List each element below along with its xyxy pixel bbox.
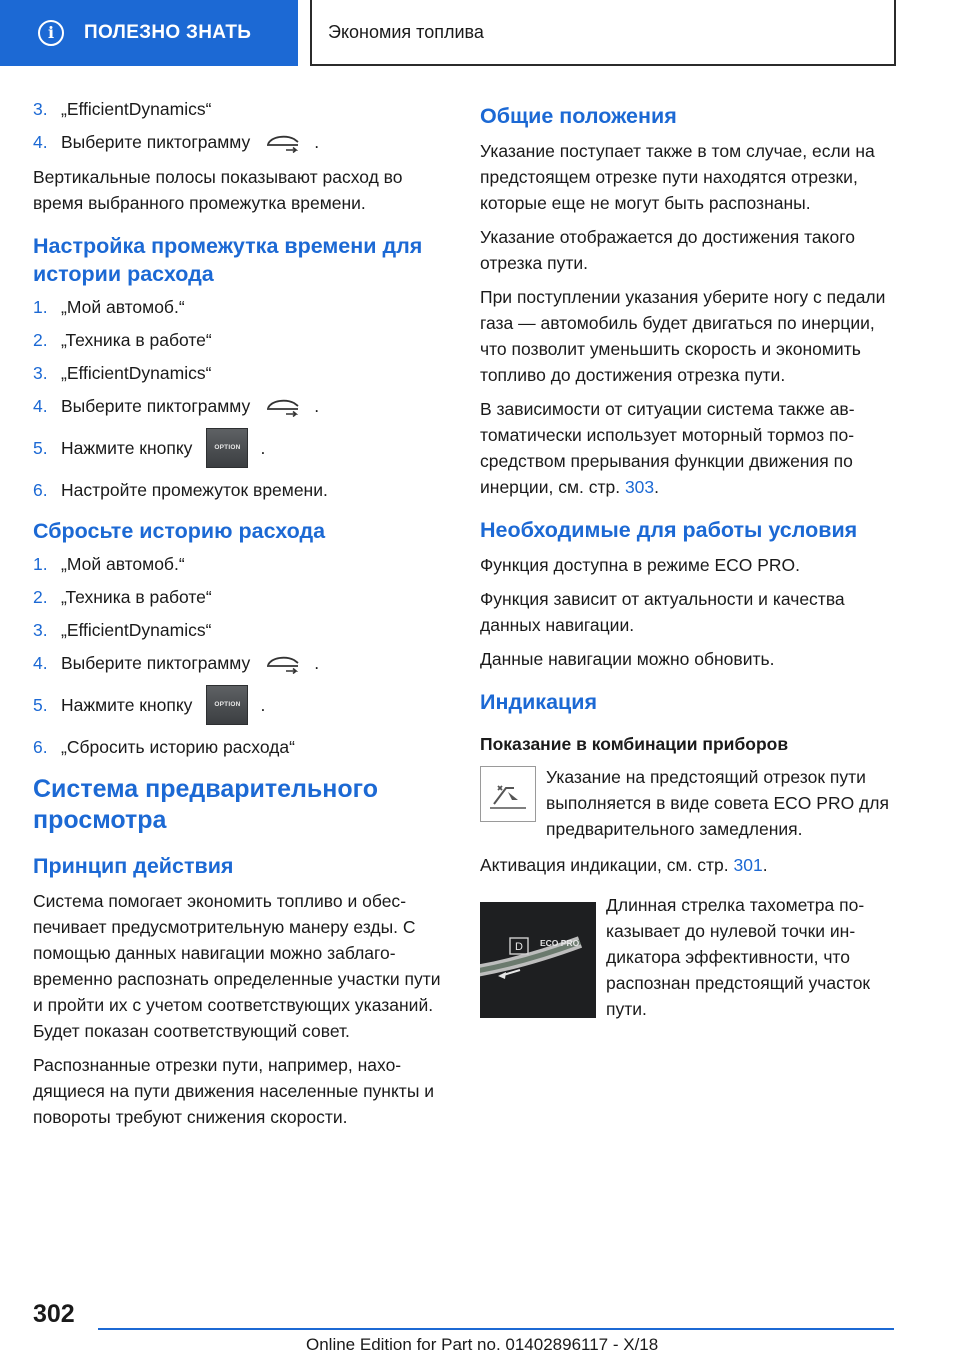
general-paragraph-2: Указание отображается до достижения такого отрезка пути. xyxy=(480,227,855,273)
eco-tip-text: Указание на предстоящий отрезок пути выполняется в виде совета ECO PRO для предварительного замедления. xyxy=(546,767,889,839)
header-tab-label: ПОЛЕЗНО ЗНАТЬ xyxy=(84,22,252,43)
list-text: Нажмите кнопку xyxy=(61,438,193,458)
gear-label: D xyxy=(515,941,523,953)
list-text: „Сбросить историю расхода“ xyxy=(61,737,295,757)
principle-paragraph-1: Система помогает экономить топливо и обеспечивает предусмотрительную манеру езды. С помощью данных навигации можно заблаговременно распознать определенные участки пути и пройти их с учетом соответствующих указаний. Будет показан соответствующий совет. xyxy=(33,891,441,1041)
list-text: Настройте промежуток времени. xyxy=(61,480,328,500)
paragraph-end: . xyxy=(654,477,660,497)
chapter-heading: Система предварительного просмотра xyxy=(33,775,379,834)
tachometer-image xyxy=(480,902,596,1018)
list-number: 4. xyxy=(33,132,48,152)
intro-paragraph: Вертикальные полосы показывают расход во время выбранного промежутка времени. xyxy=(33,167,403,213)
efficiency-car-icon xyxy=(264,395,304,417)
paragraph-text: В зависимости от ситуации система также автоматически использует моторный тормоз посредством прерывания функции движения по инерции, см. стр. xyxy=(480,399,855,497)
list-item xyxy=(33,479,453,501)
intro-list xyxy=(33,98,453,153)
list-text: „Техника в работе“ xyxy=(61,587,212,607)
conditions-paragraph-1: Функция доступна в режиме ECO PRO. xyxy=(480,555,801,575)
paragraph-end: . xyxy=(762,855,768,875)
heading-general: Общие положения xyxy=(480,104,677,128)
efficiency-car-icon xyxy=(264,131,304,153)
list-text: „EfficientDynamics“ xyxy=(61,620,212,640)
list-number: 5. xyxy=(33,438,48,458)
list-number: 3. xyxy=(33,99,48,119)
heading-principle: Принцип действия xyxy=(33,854,234,878)
list-text: Выберите пиктограмму xyxy=(61,653,251,673)
page-link-301[interactable]: 301 xyxy=(733,855,763,875)
list-number: 3. xyxy=(33,363,48,383)
list-text: Выберите пиктограмму xyxy=(61,132,251,152)
header-section-tab xyxy=(0,0,298,66)
list-item xyxy=(33,619,453,641)
list-number: 3. xyxy=(33,620,48,640)
list-text: „EfficientDynamics“ xyxy=(61,99,212,119)
conditions-paragraph-3: Данные навигации можно обновить. xyxy=(480,649,775,669)
list-item xyxy=(33,428,453,468)
reset-history-steps xyxy=(33,553,453,758)
paragraph-text: Активация индикации, см. стр. xyxy=(480,855,734,875)
list-item xyxy=(33,586,453,608)
list-item xyxy=(33,296,453,318)
list-suffix: . xyxy=(314,653,320,673)
list-item xyxy=(33,685,453,725)
list-item xyxy=(33,736,453,758)
list-number: 2. xyxy=(33,587,48,607)
list-text: „Техника в работе“ xyxy=(61,330,212,350)
tachometer-text: Длинная стрелка тахометра показывает до нулевой точки индикатора эффективности, что распознан предстоящий участок пути. xyxy=(606,895,871,1019)
time-range-steps xyxy=(33,296,453,501)
conditions-paragraph-2: Функция зависит от актуальности и качества данных навигации. xyxy=(480,589,845,635)
efficiency-car-icon xyxy=(264,652,304,674)
list-suffix: . xyxy=(314,132,320,152)
option-button-icon: OPTION xyxy=(206,685,248,725)
general-paragraph-4 xyxy=(480,396,900,500)
list-suffix: . xyxy=(314,396,320,416)
eco-pro-label: ECO PRO xyxy=(540,938,580,948)
list-item xyxy=(33,362,453,384)
list-number: 1. xyxy=(33,297,48,317)
footer-divider xyxy=(98,1328,894,1330)
tachometer-row xyxy=(480,892,900,1022)
list-item xyxy=(33,98,453,120)
list-number: 5. xyxy=(33,695,48,715)
list-item xyxy=(33,652,453,674)
list-number: 4. xyxy=(33,396,48,416)
header-title-box xyxy=(310,0,896,66)
list-suffix: . xyxy=(260,695,266,715)
list-text: „Мой автомоб.“ xyxy=(61,554,185,574)
page-link-303[interactable]: 303 xyxy=(624,477,655,497)
page-number: 302 xyxy=(33,1300,75,1328)
general-paragraph-1: Указание поступает также в том случае, если на предстоящем отрезке пути находятся отрезки, которые еще не могут быть распознаны. xyxy=(480,141,875,213)
list-suffix: . xyxy=(260,438,266,458)
list-text: Нажмите кнопку xyxy=(61,695,193,715)
list-number: 4. xyxy=(33,653,48,673)
eco-pro-tip-icon xyxy=(480,766,536,822)
list-text: Выберите пиктограмму xyxy=(61,396,251,416)
list-number: 6. xyxy=(33,480,48,500)
list-item xyxy=(33,553,453,575)
heading-time-range: Настройка промежутка времени для истории расхода xyxy=(33,234,423,286)
subheading-instrument-cluster: Показание в комбинации приборов xyxy=(480,734,789,754)
eco-tip-row xyxy=(480,764,900,842)
list-text: „Мой автомоб.“ xyxy=(61,297,185,317)
left-column xyxy=(33,98,453,1138)
option-button-icon: OPTION xyxy=(206,428,248,468)
footer-edition-text: Online Edition for Part no. 01402896117 - X/18 xyxy=(306,1335,659,1354)
list-number: 2. xyxy=(33,330,48,350)
heading-conditions: Необходимые для работы условия xyxy=(480,518,858,542)
list-number: 1. xyxy=(33,554,48,574)
list-item xyxy=(33,131,453,153)
list-text: „EfficientDynamics“ xyxy=(61,363,212,383)
right-column xyxy=(480,98,900,1022)
list-item xyxy=(33,395,453,417)
principle-paragraph-2: Распознанные отрезки пути, например, находящиеся на пути движения населенные пункты и повороты требуют снижения скорости. xyxy=(33,1055,435,1127)
heading-indication: Индикация xyxy=(480,690,598,714)
list-number: 6. xyxy=(33,737,48,757)
section-title: Экономия топлива xyxy=(328,21,484,42)
info-icon: i xyxy=(38,20,64,46)
activation-paragraph xyxy=(480,852,900,878)
general-paragraph-3: При поступлении указания уберите ногу с педали газа — автомобиль будет двигаться по инерции, что позволит уменьшить скорость и экономить топливо до достижения отрезка пути. xyxy=(480,287,886,385)
heading-reset-history: Сбросьте историю расхода xyxy=(33,519,326,543)
list-item xyxy=(33,329,453,351)
